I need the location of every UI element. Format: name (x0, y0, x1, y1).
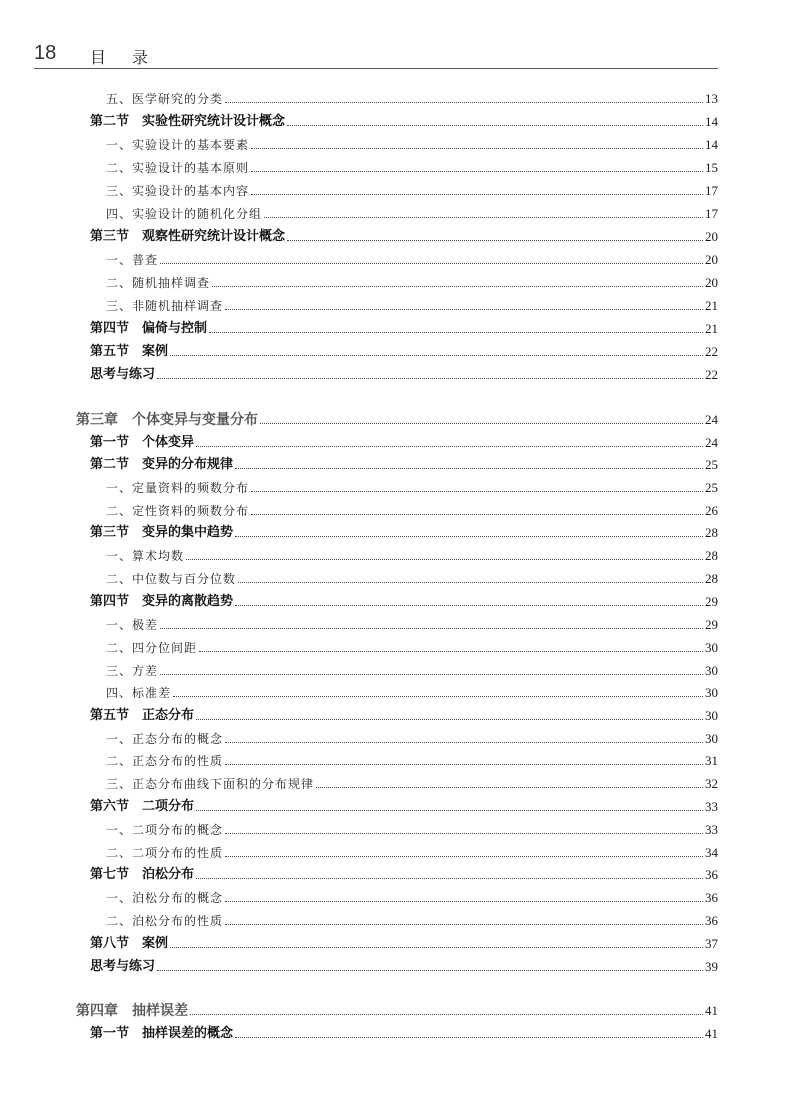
toc-section-entry (90, 432, 718, 452)
toc-subsection-entry (106, 545, 718, 565)
dot-leader (199, 651, 703, 652)
toc-entry-page: 28 (705, 571, 718, 586)
toc-section-entry (90, 341, 718, 361)
dot-leader (235, 468, 703, 469)
toc-entry-page: 36 (705, 890, 718, 905)
toc-entry-page: 30 (705, 640, 718, 655)
toc-entry-title: 三、方差 (106, 664, 159, 678)
toc-entry-page: 20 (705, 229, 718, 244)
toc-entry-page: 21 (705, 298, 718, 313)
toc-section-entry (90, 705, 718, 725)
dot-leader (196, 878, 703, 879)
toc-subsection-entry (106, 249, 718, 269)
toc-entry-page: 32 (705, 776, 718, 791)
toc-subsection-entry (106, 637, 718, 657)
toc-entry-page: 24 (705, 435, 718, 450)
toc-entry-title: 一、正态分布的概念 (106, 732, 224, 746)
dot-leader (251, 148, 703, 149)
dot-leader (212, 286, 703, 287)
toc-entry-title: 思考与练习 (90, 959, 156, 974)
toc-section-entry (90, 522, 718, 542)
dot-leader (260, 423, 703, 424)
dot-leader (157, 378, 703, 379)
toc-entry-page: 20 (705, 275, 718, 290)
toc-entry-title: 第一节 个体变异 (90, 435, 195, 450)
toc-entry-title: 第八节 案例 (90, 936, 169, 951)
toc-entry-title: 第六节 二项分布 (90, 799, 195, 814)
toc-subsection-entry (106, 180, 718, 200)
toc-entry-title: 思考与练习 (90, 367, 156, 382)
toc-section-entry (90, 1023, 718, 1043)
dot-leader (225, 833, 703, 834)
dot-leader (209, 332, 703, 333)
dot-leader (160, 628, 703, 629)
toc-entry-page: 25 (705, 480, 718, 495)
toc-section-entry (90, 864, 718, 884)
dot-leader (287, 240, 703, 241)
toc-entry-page: 14 (705, 114, 718, 129)
dot-leader (225, 924, 703, 925)
toc-entry-page: 22 (705, 344, 718, 359)
toc-entry-page: 25 (705, 457, 718, 472)
toc-entry-title: 第五节 案例 (90, 344, 169, 359)
dot-leader (235, 1037, 703, 1038)
dot-leader (196, 810, 703, 811)
toc-entry-title: 第四章 抽样误差 (76, 1003, 188, 1019)
toc-entry-title: 四、实验设计的随机化分组 (106, 207, 263, 221)
toc-entry-title: 三、实验设计的基本内容 (106, 184, 250, 198)
toc-section-entry (90, 933, 718, 953)
toc-section-entry (90, 111, 718, 131)
dot-leader (316, 787, 703, 788)
toc-entry-title: 二、定性资料的频数分布 (106, 504, 250, 518)
toc-entry-page: 41 (705, 1003, 718, 1018)
toc-entry-title: 第七节 泊松分布 (90, 867, 195, 882)
dot-leader (160, 263, 703, 264)
toc-entry-page: 14 (705, 137, 718, 152)
toc-entry-title: 第五节 正态分布 (90, 708, 195, 723)
toc-subsection-entry (106, 88, 718, 108)
dot-leader (264, 217, 703, 218)
toc-entry-page: 22 (705, 367, 718, 382)
toc-subsection-entry (106, 819, 718, 839)
toc-entry-page: 17 (705, 206, 718, 221)
toc-entry-title: 二、正态分布的性质 (106, 754, 224, 768)
toc-entry-page: 30 (705, 731, 718, 746)
dot-leader (238, 582, 703, 583)
toc-entry-page: 21 (705, 321, 718, 336)
toc-entry-page: 30 (705, 663, 718, 678)
toc-subsection-entry (106, 295, 718, 315)
dot-leader (225, 309, 703, 310)
toc-entry-page: 34 (705, 845, 718, 860)
toc-entry-page: 41 (705, 1026, 718, 1041)
toc-subsection-entry (106, 910, 718, 930)
toc-entry-page: 28 (705, 548, 718, 563)
dot-leader (170, 355, 703, 356)
toc-entry-title: 第三章 个体变异与变量分布 (76, 412, 258, 428)
toc-subsection-entry (106, 568, 718, 588)
toc-entry-page: 15 (705, 160, 718, 175)
dot-leader (251, 194, 703, 195)
dot-leader (173, 696, 703, 697)
toc-entry-title: 二、泊松分布的性质 (106, 914, 224, 928)
toc-entry-page: 30 (705, 708, 718, 723)
toc-section-entry (90, 454, 718, 474)
dot-leader (251, 514, 703, 515)
toc-section-entry (90, 226, 718, 246)
toc-subsection-entry (106, 272, 718, 292)
toc-subsection-entry (106, 728, 718, 748)
dot-leader (235, 536, 703, 537)
toc-subsection-entry (106, 682, 718, 702)
toc-entry-title: 第三节 观察性研究统计设计概念 (90, 229, 286, 244)
toc-subsection-entry (106, 500, 718, 520)
toc-entry-title: 二、中位数与百分位数 (106, 572, 237, 586)
running-title: 目录 (90, 48, 175, 67)
toc-entry-page: 37 (705, 936, 718, 951)
toc-entry-page: 36 (705, 867, 718, 882)
toc-subsection-entry (106, 887, 718, 907)
toc-section-entry (90, 591, 718, 611)
toc-entry-page: 30 (705, 685, 718, 700)
toc-subsection-entry (106, 157, 718, 177)
toc-subsection-entry (106, 134, 718, 154)
toc-entry-title: 一、普查 (106, 253, 159, 267)
toc-entry-page: 33 (705, 822, 718, 837)
toc-subsection-entry (106, 773, 718, 793)
toc-entry-page: 13 (705, 91, 718, 106)
dot-leader (190, 1014, 703, 1015)
toc-chapter-entry (76, 1000, 718, 1020)
toc-entry-title: 第一节 抽样误差的概念 (90, 1026, 234, 1041)
dot-leader (196, 719, 703, 720)
dot-leader (225, 856, 703, 857)
toc-entry-page: 20 (705, 252, 718, 267)
toc-entry-title: 第二节 变异的分布规律 (90, 457, 234, 472)
dot-leader (225, 901, 703, 902)
toc-entry-title: 一、实验设计的基本要素 (106, 138, 250, 152)
toc-entry-page: 24 (705, 412, 718, 427)
toc-section-entry (90, 318, 718, 338)
toc-entry-title: 四、标准差 (106, 686, 172, 700)
toc-section-entry (90, 364, 718, 384)
dot-leader (196, 446, 703, 447)
toc-entry-page: 31 (705, 753, 718, 768)
toc-section-entry (90, 956, 718, 976)
toc-subsection-entry (106, 477, 718, 497)
toc-entry-title: 一、定量资料的频数分布 (106, 481, 250, 495)
toc-subsection-entry (106, 203, 718, 223)
dot-leader (170, 947, 703, 948)
toc-entry-title: 三、正态分布曲线下面积的分布规律 (106, 777, 315, 791)
toc-entry-page: 28 (705, 525, 718, 540)
toc-entry-title: 五、医学研究的分类 (106, 92, 224, 106)
dot-leader (157, 970, 703, 971)
page-number: 18 (34, 42, 57, 64)
toc-entry-title: 一、二项分布的概念 (106, 823, 224, 837)
toc-entry-title: 一、算术均数 (106, 549, 185, 563)
toc-entry-title: 二、随机抽样调查 (106, 276, 211, 290)
toc-entry-title: 三、非随机抽样调查 (106, 299, 224, 313)
toc-entry-page: 39 (705, 959, 718, 974)
toc-entry-title: 第三节 变异的集中趋势 (90, 525, 234, 540)
toc-entry-page: 29 (705, 594, 718, 609)
dot-leader (287, 125, 703, 126)
toc-entry-title: 一、极差 (106, 618, 159, 632)
dot-leader (186, 559, 703, 560)
dot-leader (235, 605, 703, 606)
dot-leader (225, 742, 703, 743)
toc-entry-title: 第四节 偏倚与控制 (90, 321, 208, 336)
dot-leader (251, 171, 703, 172)
toc-entry-page: 17 (705, 183, 718, 198)
dot-leader (251, 491, 703, 492)
toc-subsection-entry (106, 842, 718, 862)
toc-entry-title: 二、实验设计的基本原则 (106, 161, 250, 175)
toc-entry-title: 一、泊松分布的概念 (106, 891, 224, 905)
toc-subsection-entry (106, 614, 718, 634)
toc-section-entry (90, 796, 718, 816)
toc-subsection-entry (106, 750, 718, 770)
toc-entry-page: 36 (705, 913, 718, 928)
dot-leader (225, 764, 703, 765)
toc-entry-title: 二、二项分布的性质 (106, 846, 224, 860)
dot-leader (225, 102, 703, 103)
dot-leader (160, 674, 703, 675)
toc-subsection-entry (106, 660, 718, 680)
toc-entry-title: 第二节 实验性研究统计设计概念 (90, 114, 286, 129)
toc-entry-title: 第四节 变异的离散趋势 (90, 594, 234, 609)
toc-entry-title: 二、四分位间距 (106, 641, 198, 655)
toc-entry-page: 33 (705, 799, 718, 814)
toc-entry-page: 26 (705, 503, 718, 518)
toc-chapter-entry (76, 409, 718, 429)
toc-entry-page: 29 (705, 617, 718, 632)
